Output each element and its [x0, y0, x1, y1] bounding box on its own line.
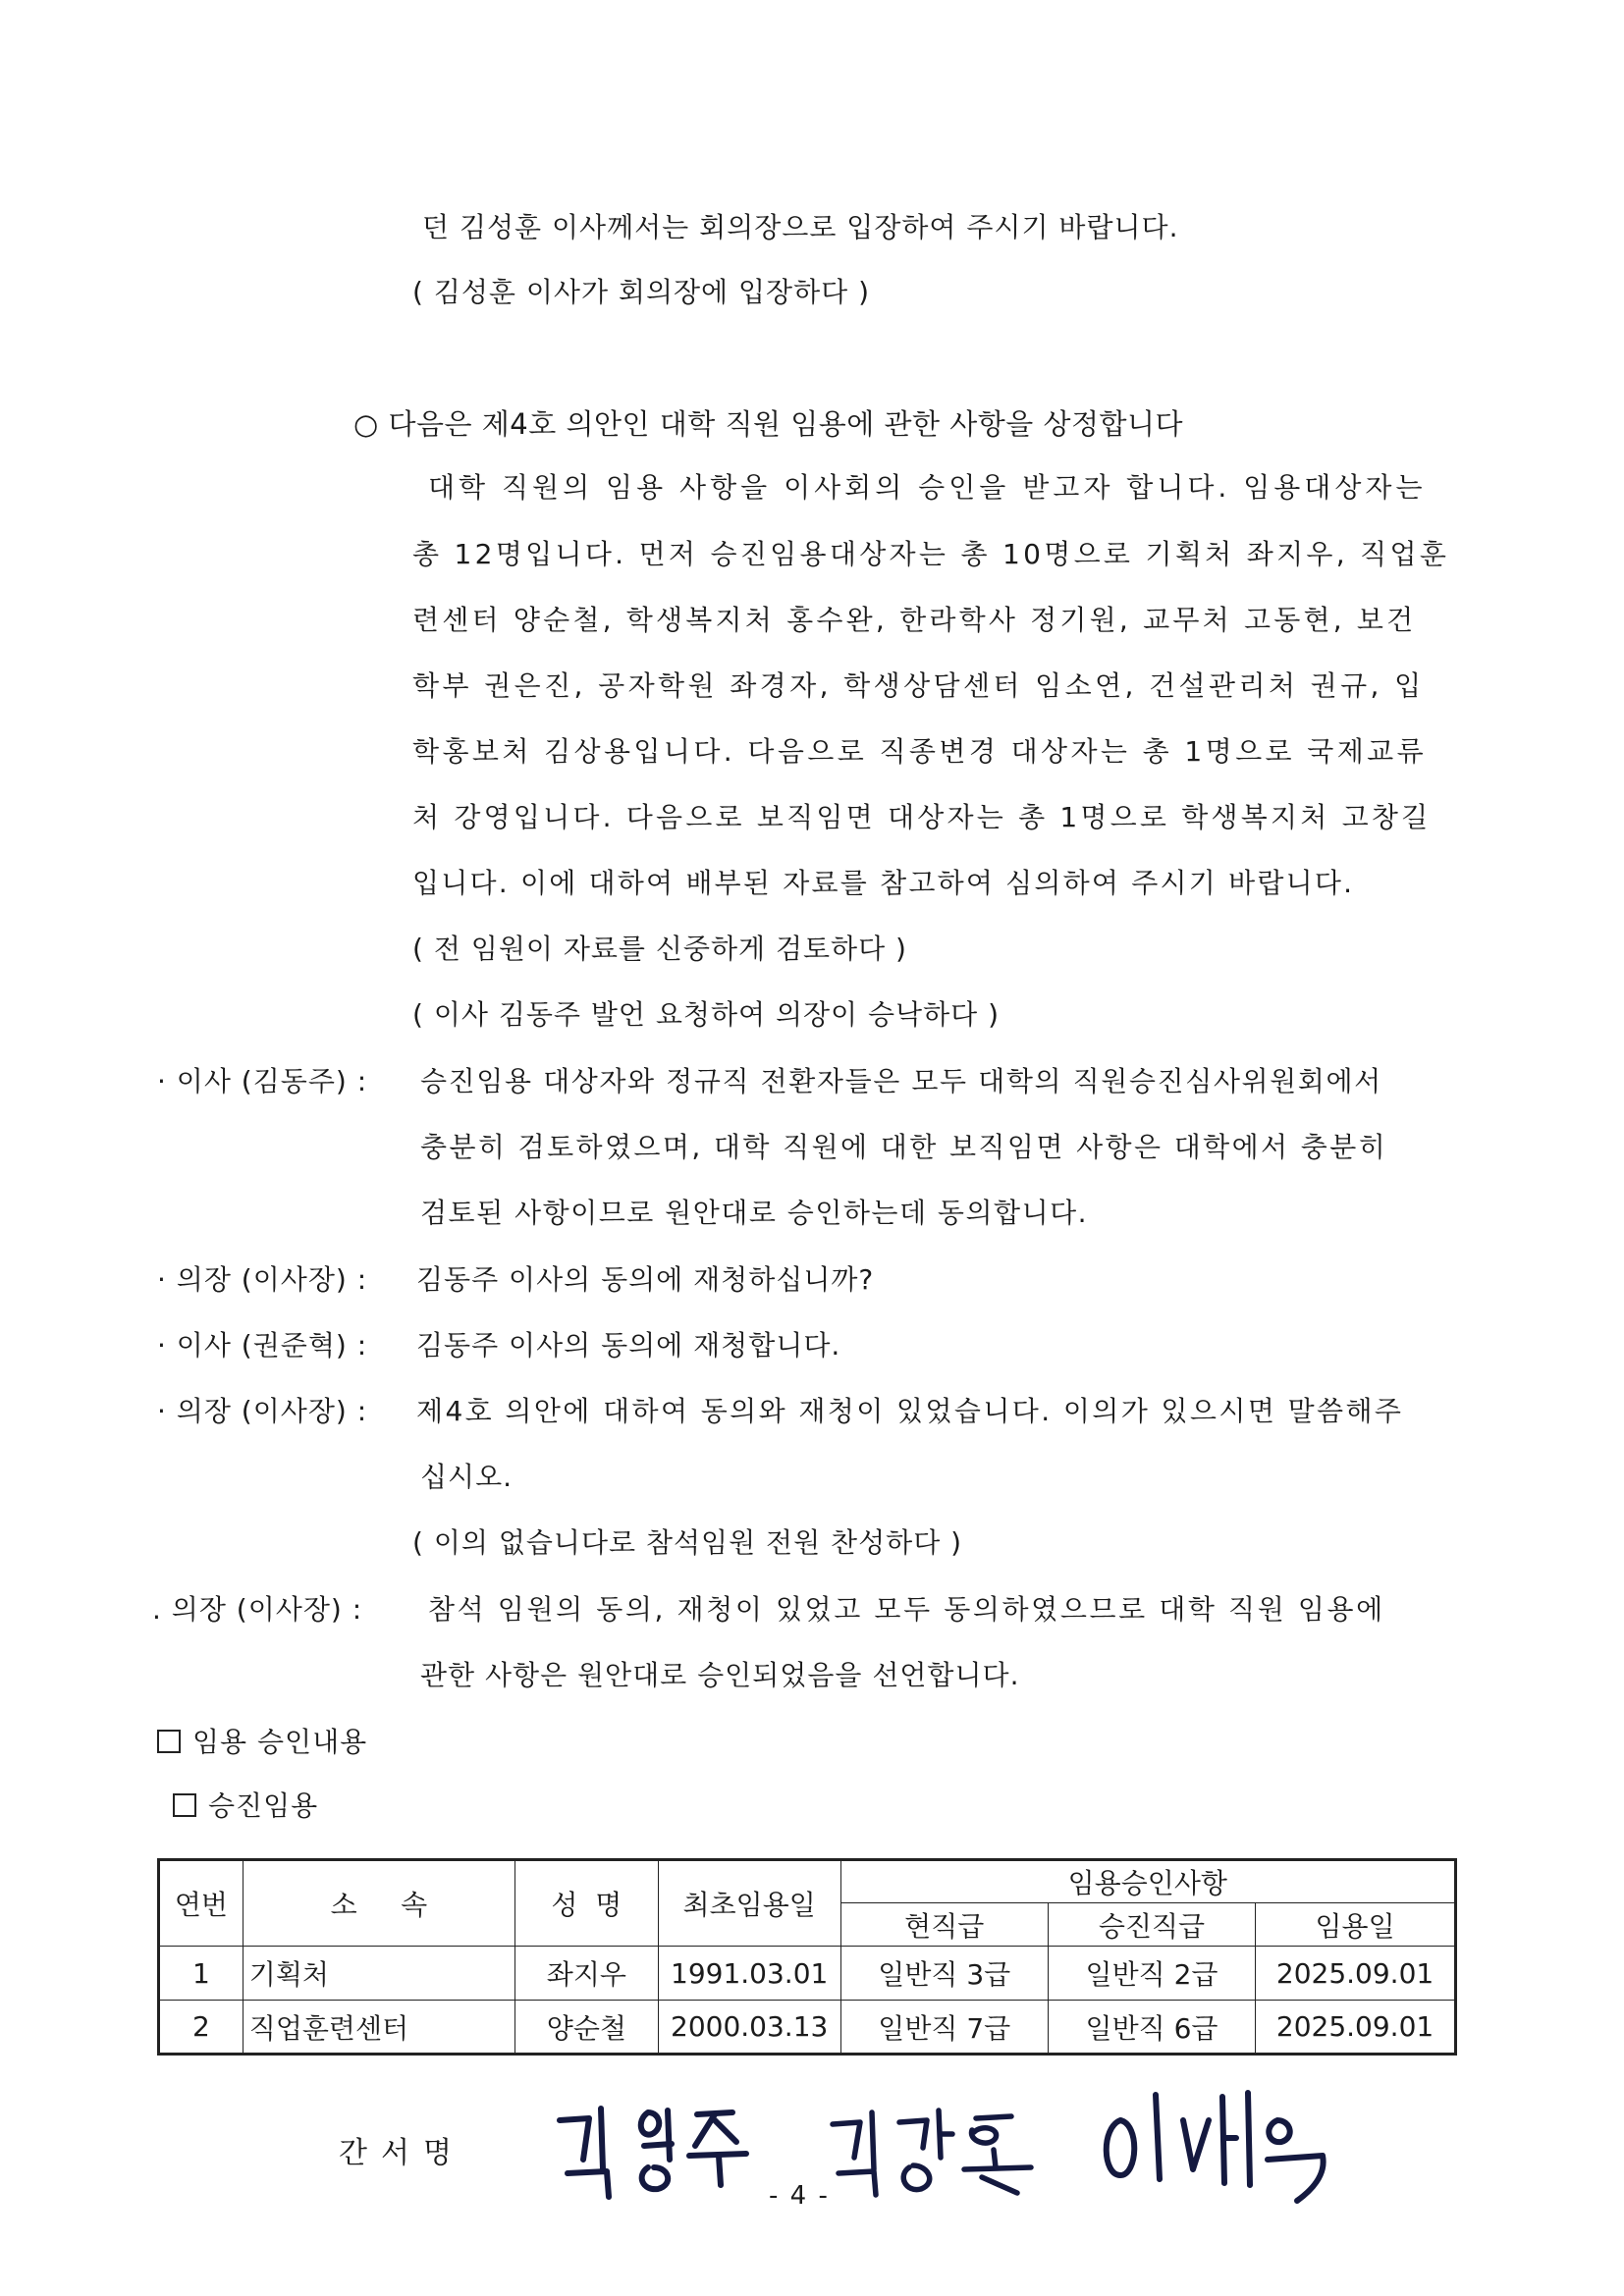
cell-no: 1 — [159, 1947, 244, 2001]
signature-kim-youngju — [550, 2091, 776, 2209]
speech-line: 김동주 이사의 동의에 재청하십니까? — [416, 1263, 875, 1296]
paragraph-line: 총 12명입니다. 먼저 승진임용대상자는 총 10명으로 기획처 좌지우, 직업훈 — [412, 538, 1450, 570]
paragraph-line: 학부 권은진, 공자학원 좌경자, 학생상담센터 임소연, 건설관리처 권규, 입 — [412, 669, 1425, 702]
checkbox-icon — [173, 1793, 196, 1817]
stage-direction: ( 이의 없습니다로 참석임원 전원 찬성하다 ) — [412, 1526, 963, 1559]
header-promoted-grade: 승진직급 — [1048, 1903, 1255, 1947]
header-approval-group: 임용승인사항 — [840, 1860, 1455, 1903]
paragraph-line: 처 강영입니다. 다음으로 보직임면 대상자는 총 1명으로 학생복지처 고창길 — [412, 801, 1432, 833]
header-appointment-date: 임용일 — [1256, 1903, 1456, 1947]
cell-promoted-grade: 일반직 2급 — [1048, 1947, 1255, 2001]
speaker-label: · 의장 (이사장) : — [157, 1263, 368, 1296]
paragraph-line: 련센터 양순철, 학생복지처 홍수완, 한라학사 정기원, 교무처 고동현, 보건 — [412, 604, 1417, 636]
cell-current-grade: 일반직 3급 — [840, 1947, 1048, 2001]
section-subtitle-text: 승진임용 — [208, 1789, 319, 1822]
speaker-label: . 의장 (이사장) : — [152, 1593, 363, 1626]
speech-line: 김동주 이사의 동의에 재청합니다. — [416, 1329, 841, 1362]
speech-line: 참석 임원의 동의, 재청이 있었고 모두 동의하였으므로 대학 직원 임용에 — [428, 1593, 1385, 1626]
agenda-heading: ○ 다음은 제4호 의안인 대학 직원 임용에 관한 사항을 상정합니다 — [353, 407, 1184, 441]
cell-appointment-date: 2025.09.01 — [1256, 1947, 1456, 2001]
continuation-line: 던 김성훈 이사께서는 회의장으로 입장하여 주시기 바랍니다. — [422, 211, 1179, 243]
cell-name: 좌지우 — [515, 1947, 659, 2001]
cell-appointment-date: 2025.09.01 — [1256, 2001, 1456, 2055]
paragraph-text: 대학 직원의 임용 사항을 이사회의 승인을 받고자 합니다. 임용대상자는 — [428, 471, 1427, 504]
speech-line: 십시오. — [420, 1461, 514, 1493]
speaker-label: · 의장 (이사장) : — [157, 1395, 368, 1427]
table-row — [159, 2001, 1456, 2055]
cell-no: 2 — [159, 2001, 244, 2055]
speaker-label: · 이사 (권준혁) : — [157, 1329, 368, 1362]
speaker-label: · 이사 (김동주) : — [157, 1065, 368, 1097]
paragraph-line — [428, 470, 1453, 506]
header-first-appointment: 최초임용일 — [658, 1860, 840, 1947]
speech-line: 제4호 의안에 대하여 동의와 재청이 있었습니다. 이의가 있으시면 말씀해주 — [416, 1395, 1404, 1427]
signature-lee — [1095, 2081, 1350, 2209]
section-title — [157, 1725, 367, 1760]
section-subtitle — [173, 1789, 318, 1824]
speech-line: 검토된 사항이므로 원안대로 승인하는데 동의합니다. — [420, 1197, 1089, 1229]
header-current-grade: 현직급 — [840, 1903, 1048, 1947]
speech-line: 충분히 검토하였으며, 대학 직원에 대한 보직임면 사항은 대학에서 충분히 — [420, 1131, 1388, 1163]
header-department: 소 속 — [243, 1860, 514, 1947]
cell-promoted-grade: 일반직 6급 — [1048, 2001, 1255, 2055]
cell-current-grade: 일반직 7급 — [840, 2001, 1048, 2055]
stage-direction: ( 이사 김동주 발언 요청하여 의장이 승낙하다 ) — [412, 998, 1001, 1031]
cell-first-appointment: 2000.03.13 — [658, 2001, 840, 2055]
cell-department: 기획처 — [243, 1947, 514, 2001]
cell-name: 양순철 — [515, 2001, 659, 2055]
header-name: 성 명 — [515, 1860, 659, 1947]
header-no: 연번 — [159, 1860, 244, 1947]
paragraph-line: 학홍보처 김상용입니다. 다음으로 직종변경 대상자는 총 1명으로 국제교류 — [412, 735, 1428, 768]
stage-direction: ( 전 임원이 자료를 신중하게 검토하다 ) — [412, 933, 907, 965]
cell-department: 직업훈련센터 — [243, 2001, 514, 2055]
cell-first-appointment: 1991.03.01 — [658, 1947, 840, 2001]
section-title-text: 임용 승인내용 — [192, 1726, 368, 1758]
paragraph-line: 입니다. 이에 대하여 배부된 자료를 참고하여 심의하여 주시기 바랍니다. — [412, 867, 1355, 899]
promotion-table — [157, 1858, 1457, 2056]
speech-line: 승진임용 대상자와 정규직 전환자들은 모두 대학의 직원승진심사위원회에서 — [420, 1065, 1382, 1097]
stage-direction: ( 김성훈 이사가 회의장에 입장하다 ) — [412, 276, 871, 308]
page-number: - 4 - — [769, 2181, 830, 2211]
signature-kim-gwangho — [825, 2099, 1051, 2207]
speech-line: 관한 사항은 원안대로 승인되었음을 선언합니다. — [420, 1659, 1020, 1691]
signature-label: 간서명 — [339, 2136, 465, 2170]
checkbox-icon — [157, 1730, 181, 1753]
table-row — [159, 1947, 1456, 2001]
